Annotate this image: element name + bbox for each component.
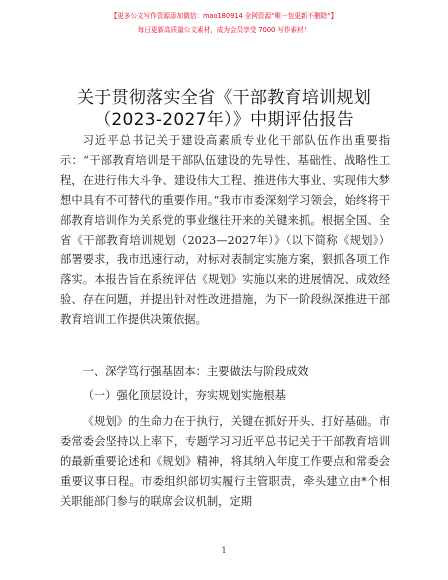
subsection-heading: （一）强化顶层设计，夯实规划实施根基 — [82, 389, 286, 402]
promo-banner-line-1: 【更多公文写作资源添加微信：mao180914 全网资源“唯一包更新不删除”】 — [110, 12, 338, 20]
page-number: 1 — [221, 546, 227, 555]
document-title-line-2: （2023-2027年）》中期评估报告 — [94, 110, 354, 130]
section-heading: 一、深学笃行强基固本：主要做法与阶段成效 — [82, 365, 309, 378]
intro-paragraph: 习近平总书记关于建设高素质专业化干部队伍作出重要指示：“干部教育培训是干部队伍建设的先导性、基础性、战略性工程，在进行伟大斗争、建设伟大工程、推进伟大事业、实现伟大梦想中具有不可替代的重要作用。”我市市委深刻学习领会，始终将干部教育培训作为关系党的事业继往开来的关键来抓。根据全国、全省《干部教育培训规划（2023—2027年）》（以下简称《规划》）部署要求，我市迅速行动，对标对表制定实施方案，狠抓各项工作落实。本报告旨在系统评估《规划》实施以来的进展情况、成效经验、存在问题，并提出针对性改进措施，为下一阶段纵深推进干部教育培训工作提供决策依据。 — [60, 134, 390, 327]
promo-banner-line-2: 每日更新高质量公文素材，成为会员享受 7000 写作素材！ — [137, 26, 311, 34]
document-title-line-1: 关于贯彻落实全省《干部教育培训规划 — [76, 88, 372, 108]
body-paragraph: 《规划》的生命力在于执行，关键在抓好开头、打好基础。市委常委会坚持以上率下，专题学习习近平总书记关于干部教育培训的最新重要论述和《规划》精神，将其纳入年度工作要点和常委会重要议事日程。市委组织部切实履行主管职责，牵头建立由*个相关职能部门参与的联席会议机制，定期 — [60, 415, 390, 508]
